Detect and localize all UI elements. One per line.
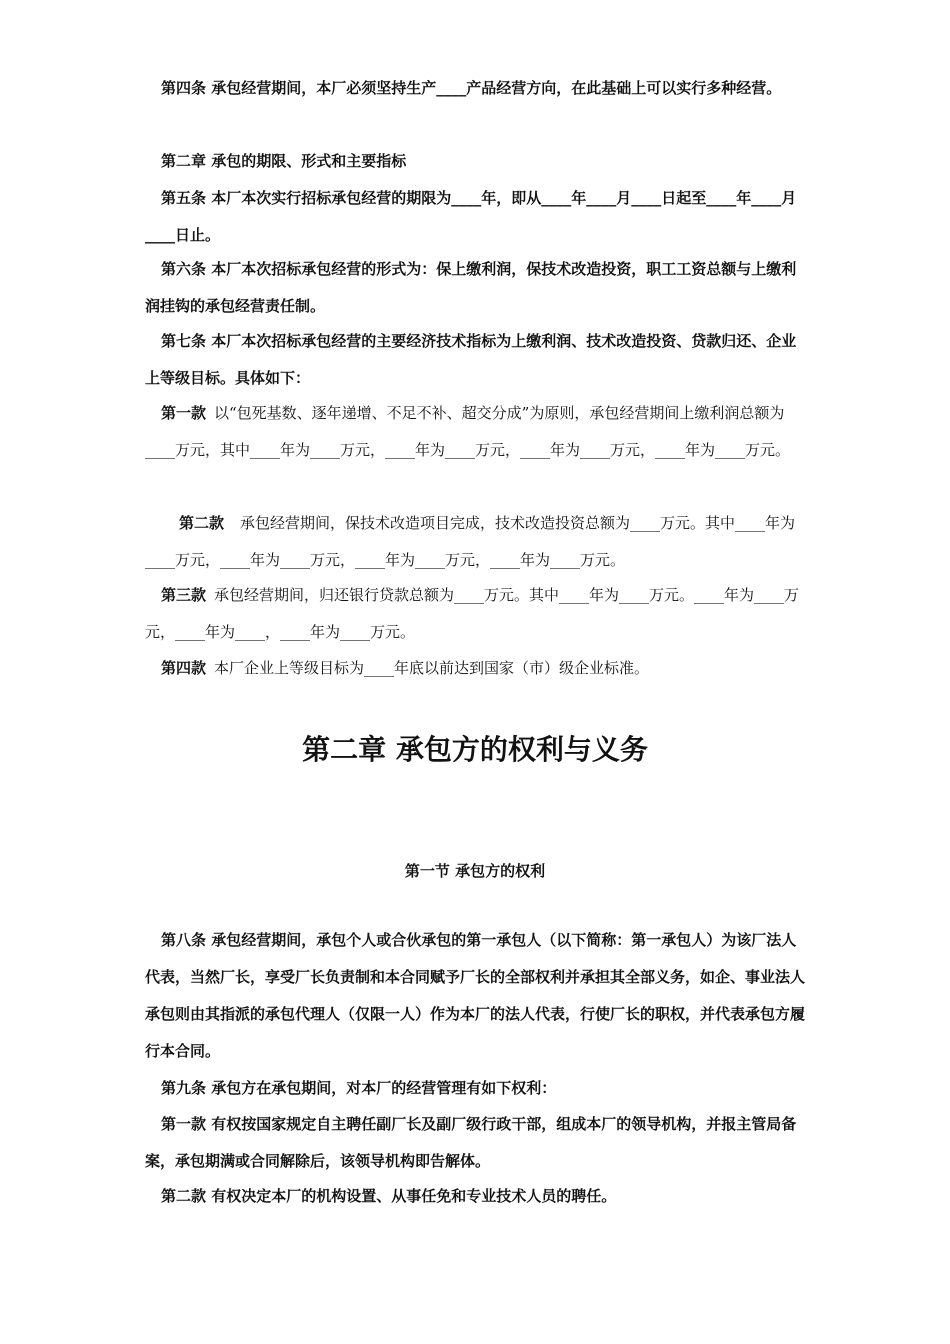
clause-2 [145,505,810,579]
article-5: 第五条 本厂本次实行招标承包经营的期限为____年，即从____年____月____日起至____年____月____日止。 [145,189,797,244]
clause-3-text: 承包经营期间，归还银行贷款总额为____万元。其中____年为____万元。____年为____万元，____年为____，____年为____万元。 [145,586,800,641]
clause-3 [145,577,810,651]
chapter-title: 第二章 承包方的权利与义务 [302,733,648,766]
clause-4-lead: 第四款 [161,659,207,677]
article-8: 第八条 承包经营期间，承包个人或合伙承包的第一承包人（以下简称：第一承包人）为该厂法人代表，当然厂长，享受厂长负责制和本合同赋予厂长的全部权利并承担其全部义务，如企、事业法人承包则由其指派的承包代理人（仅限一人）作为本厂的法人代表，行使厂长的职权，并代表承包方履行本合同。 [145,931,806,1060]
clause-1-lead: 第一款 [161,404,207,422]
clause-4 [145,650,810,687]
clause-2-lead: 第二款 [179,514,225,532]
clause-1 [145,395,810,469]
article-4: 第四条 承包经营期间，本厂必须坚持生产____产品经营方向，在此基础上可以实行多种经营。 [161,79,782,97]
clause-2-text: 承包经营期间，保技术改造项目完成，技术改造投资总额为____万元。其中____年为____万元，____年为____万元，____年为____万元，____年为____万元。 [145,514,796,569]
clause-3-lead: 第三款 [161,586,207,604]
article-9: 第九条 承包方在承包期间，对本厂的经营管理有如下权利： [161,1079,557,1097]
article-7: 第七条 本厂本次招标承包经营的主要经济技术指标为上缴利润、技术改造投资、贷款归还、企业上等级目标。具体如下： [145,332,797,387]
section-title: 第一节 承包方的权利 [404,862,546,880]
right-clause-1: 第一款 有权按国家规定自主聘任副厂长及副厂级行政干部，组成本厂的领导机构，并报主管局备案，承包期满或合同解除后，该领导机构即告解体。 [145,1115,797,1170]
clause-4-text: 本厂企业上等级目标为____年底以前达到国家（市）级企业标准。 [214,659,650,677]
clause-1-text: 以“包死基数、逐年递增、不足不补、超交分成”为原则，承包经营期间上缴利润总额为____万元，其中____年为____万元，____年为____万元，____年为____万元，____年为____万元。 [145,404,791,459]
article-6: 第六条 本厂本次招标承包经营的形式为：保上缴利润，保技术改造投资，职工工资总额与上缴利润挂钩的承包经营责任制。 [145,260,797,315]
right-clause-2: 第二款 有权决定本厂的机构设置、从事任免和专业技术人员的聘任。 [161,1187,617,1205]
chapter-2-subtitle: 第二章 承包的期限、形式和主要指标 [161,152,407,170]
